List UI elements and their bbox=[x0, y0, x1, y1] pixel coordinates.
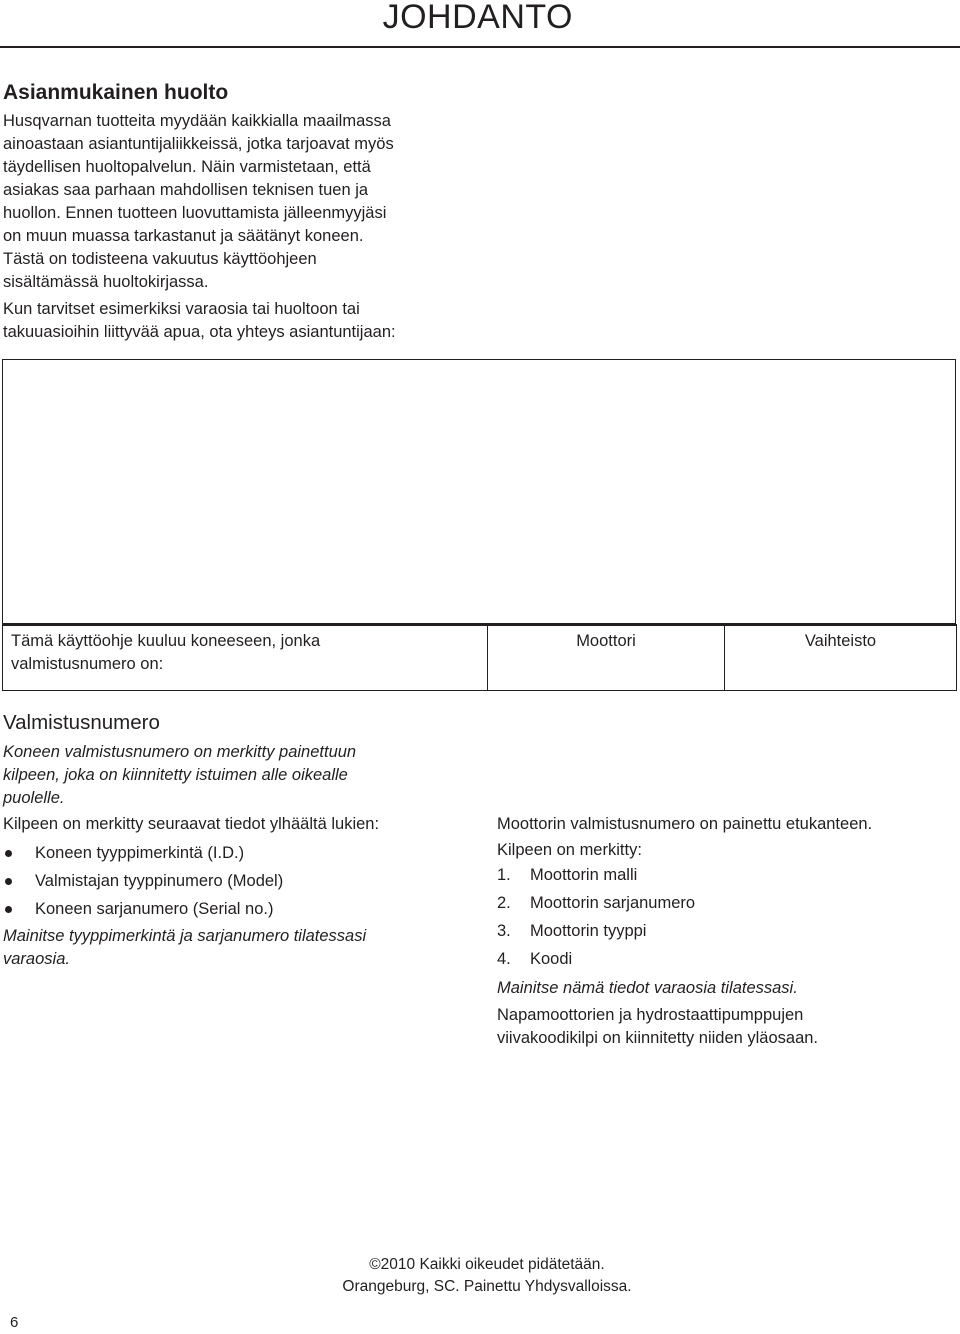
list-item bbox=[3, 895, 473, 923]
plate-intro: Kilpeen on merkitty seuraavat tiedot ylhäältä lukien: bbox=[3, 815, 380, 833]
list-item-text: Valmistajan tyyppinumero (Model) bbox=[35, 872, 284, 890]
text-line: Tästä on todisteena vakuutus käyttöohjeen bbox=[3, 250, 317, 268]
list-item-number: 2. bbox=[497, 894, 511, 912]
text-line: Kun tarvitset esimerkiksi varaosia tai huoltoon tai bbox=[3, 300, 360, 318]
plate-info-list bbox=[3, 839, 473, 923]
page-number: 6 bbox=[10, 1314, 19, 1331]
copyright-line: ©2010 Kaikki oikeudet pidätetään. bbox=[369, 1256, 605, 1273]
contact-paragraph bbox=[3, 298, 483, 344]
text-line: Napamoottorien ja hydrostaattipumppujen bbox=[497, 1006, 804, 1024]
serial-table-label bbox=[3, 626, 488, 690]
printed-in-line: Orangeburg, SC. Painettu Yhdysvalloissa. bbox=[342, 1278, 632, 1295]
bullet-icon bbox=[5, 906, 12, 913]
serial-number-heading: Valmistusnumero bbox=[3, 711, 160, 734]
text-line: viivakoodikilpi on kiinnitetty niiden yläosaan. bbox=[497, 1029, 819, 1047]
text-line: Tämä käyttöohje kuuluu koneeseen, jonka bbox=[11, 632, 321, 650]
list-item bbox=[3, 839, 473, 867]
list-item-text: Koneen sarjanumero (Serial no.) bbox=[35, 900, 274, 918]
list-item-text: Koodi bbox=[530, 950, 573, 968]
engine-serial-line: Moottorin valmistusnumero on painettu etukanteen. bbox=[497, 815, 873, 833]
list-item bbox=[497, 889, 937, 917]
text-line: takuuasioihin liittyvää apua, ota yhteys asiantuntijaan: bbox=[3, 323, 396, 341]
list-item bbox=[497, 945, 937, 973]
list-item bbox=[497, 861, 937, 889]
barcode-plate-note bbox=[497, 1004, 937, 1050]
list-item bbox=[3, 867, 473, 895]
serial-table-engine: Moottori bbox=[488, 626, 725, 690]
serial-location-note bbox=[3, 741, 473, 810]
serial-table-transmission: Vaihteisto bbox=[804, 632, 877, 650]
text-line: asiakas saa parhaan mahdollisen teknisen tuen ja bbox=[3, 181, 369, 199]
list-item-number: 3. bbox=[497, 922, 511, 940]
engine-info-list bbox=[497, 861, 937, 973]
bullet-icon bbox=[5, 878, 12, 885]
bullet-icon bbox=[5, 850, 12, 857]
list-item-text: Moottorin sarjanumero bbox=[530, 894, 696, 912]
list-item-text: Moottorin malli bbox=[530, 866, 638, 884]
text-line: kilpeen, joka on kiinnitetty istuimen alle oikealle bbox=[3, 766, 348, 784]
list-item bbox=[497, 917, 937, 945]
list-item-text: Moottorin tyyppi bbox=[530, 922, 647, 940]
text-line: valmistusnumero on: bbox=[11, 655, 164, 673]
header-rule bbox=[0, 46, 960, 48]
text-line: sisältämässä huoltokirjassa. bbox=[3, 273, 209, 291]
service-heading: Asianmukainen huolto bbox=[3, 81, 229, 104]
text-line: ainoastaan asiantuntijaliikkeissä, jotka tarjoavat myös bbox=[3, 135, 394, 153]
copyright-footer bbox=[250, 1254, 724, 1298]
serial-number-table bbox=[2, 624, 957, 691]
dealer-stamp-box bbox=[2, 359, 956, 624]
text-line: huollon. Ennen tuotteen luovuttamista jälleenmyyjäsi bbox=[3, 204, 387, 222]
text-line: varaosia. bbox=[3, 950, 70, 968]
engine-plate-intro: Kilpeen on merkitty: bbox=[497, 841, 642, 859]
list-item-number: 1. bbox=[497, 866, 511, 884]
order-parts-note bbox=[3, 925, 473, 971]
text-line: on muun muassa tarkastanut ja säätänyt koneen. bbox=[3, 227, 364, 245]
text-line: Koneen valmistusnumero on merkitty painettuun bbox=[3, 743, 357, 761]
service-paragraph bbox=[3, 110, 483, 294]
section-title: JOHDANTO bbox=[382, 0, 573, 36]
text-line: puolelle. bbox=[3, 789, 65, 807]
list-item-text: Koneen tyyppimerkintä (I.D.) bbox=[35, 844, 245, 862]
text-line: Mainitse tyyppimerkintä ja sarjanumero tilatessasi bbox=[3, 927, 367, 945]
text-line: Husqvarnan tuotteita myydään kaikkialla maailmassa bbox=[3, 112, 391, 130]
engine-order-note: Mainitse nämä tiedot varaosia tilatessasi. bbox=[497, 979, 798, 997]
text-line: täydellisen huoltopalvelun. Näin varmistetaan, että bbox=[3, 158, 371, 176]
list-item-number: 4. bbox=[497, 950, 511, 968]
